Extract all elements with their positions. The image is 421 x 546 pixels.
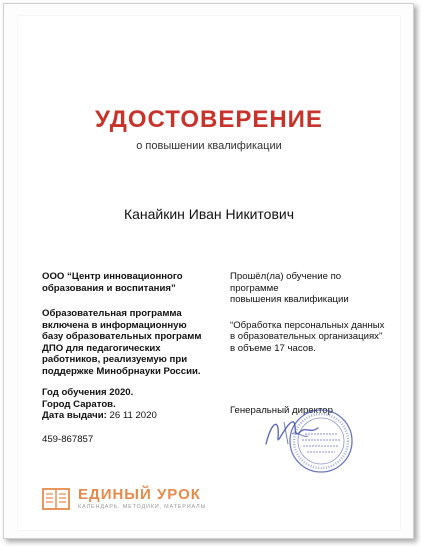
- course-title: “Обработка персональных данных в образовательных организациях” в объеме 17 часов.: [230, 319, 385, 354]
- city: Город Саратов.: [42, 398, 116, 410]
- logo-tagline: КАЛЕНДАРЬ, МЕТОДИКИ, МАТЕРИАЛЫ: [78, 504, 207, 510]
- signature: [262, 414, 322, 450]
- logo-name: ЕДИНЫЙ УРОК: [78, 486, 201, 503]
- recipient-name: Канайкин Иван Никитович: [123, 206, 295, 222]
- certificate-number: 459-867857: [42, 433, 94, 445]
- course-block: [230, 271, 390, 354]
- certificate-subtitle: о повышении квалификации: [136, 140, 282, 152]
- certificate-sheet: [18, 16, 400, 530]
- edinyi-urok-logo: [42, 486, 242, 516]
- issue-date-value: 26 11 2020: [109, 410, 157, 421]
- issue-date-label: Дата выдачи:: [42, 410, 107, 421]
- organization-name: ООО “Центр инновационного образования и воспитания”: [42, 271, 183, 294]
- certificate-title: УДОСТОВЕРЕНИЕ: [95, 106, 323, 133]
- course-intro: Прошёл(ла) обучение по программе повышения квалификации: [230, 271, 349, 305]
- issue-date-line: [42, 410, 207, 422]
- book-icon: [42, 488, 70, 510]
- director-title: Генеральный директор: [230, 405, 333, 416]
- study-year: Год обучения 2020.: [42, 387, 134, 398]
- issuer-block: [42, 271, 207, 445]
- document-frame: [3, 3, 414, 539]
- program-note: Образовательная программа включена в информационную базу образовательных программ ДПО для педагогических работников, реализуемую при поддержке Минобрнауки России.: [42, 308, 202, 377]
